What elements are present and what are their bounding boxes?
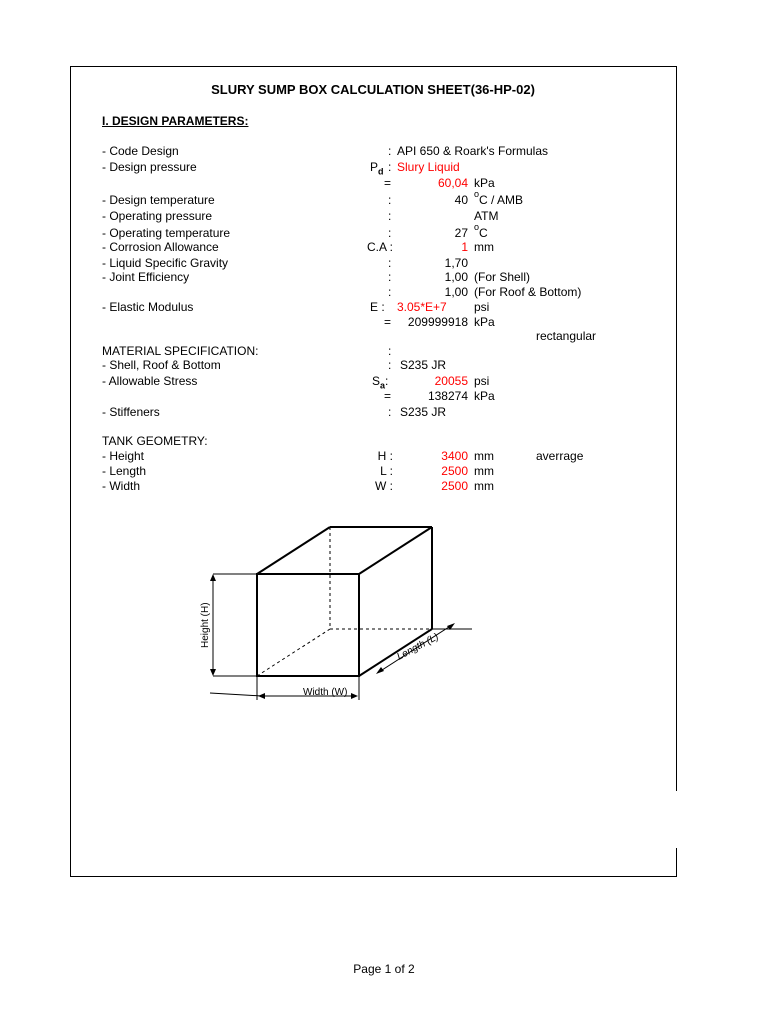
equals-sign: = [384,315,392,329]
material-specification-heading: MATERIAL SPECIFICATION: [102,344,259,358]
elastic-modulus-unit-kpa: kPa [474,315,495,329]
colon: : [388,209,392,223]
joint-efficiency-shell-note: (For Shell) [474,270,531,284]
shell-material-value: S235 JR [400,358,447,372]
length-symbol: L : [380,464,393,478]
colon: : [388,270,392,284]
design-pressure-symbol: $P_d$ [370,160,384,177]
border-right-upper [676,66,677,791]
colon: : [388,256,392,270]
length-unit: mm [474,464,494,478]
box-front-face [257,574,359,676]
code-design-label: - Code Design [102,144,179,158]
design-pressure-unit: kPa [474,176,495,190]
allowable-stress-number-kpa: 138274 [427,389,468,403]
width-unit: mm [474,479,494,493]
calculation-sheet [70,66,676,876]
design-temperature-label: - Design temperature [102,193,215,207]
design-temperature-number: 40 [454,193,468,207]
height-unit: mm [474,449,494,463]
design-pressure-number: 60,04 [437,176,468,190]
corrosion-allowance-symbol: C.A : [366,240,393,254]
shell-material-label: - Shell, Roof & Bottom [102,358,221,372]
design-pressure-value: Slury Liquid [397,160,460,174]
border-top [70,66,676,67]
sheet-title: SLURY SUMP BOX CALCULATION SHEET(36-HP-02) [211,82,535,97]
allowable-stress-unit: psi [474,374,490,388]
corrosion-allowance-number: 1 [461,240,468,254]
specific-gravity-label: - Liquid Specific Gravity [102,256,229,270]
elastic-modulus-number: 209999918 [407,315,468,329]
allowable-stress-number: 20055 [434,374,468,388]
box-hidden-diagonal-edge [257,629,330,676]
tank-geometry-heading: TANK GEOMETRY: [102,434,208,448]
allowable-stress-symbol: $S_a$: [372,374,389,391]
design-pressure-label: - Design pressure [102,160,197,174]
width-arrow-right [351,693,358,699]
colon: : [388,226,392,240]
page-number: Page 1 of 2 [353,962,415,976]
elastic-modulus-unit: psi [474,300,490,314]
width-label: - Width [102,479,141,493]
operating-temperature-label: - Operating temperature [102,226,231,240]
box-top-left-edge [257,527,330,574]
allowable-stress-unit-kpa: kPa [474,389,495,403]
height-dimension-label: Height (H) [200,602,211,648]
design-temperature-unit: $^o$C / AMB [474,189,524,207]
operating-temperature-number: 27 [454,226,468,240]
specific-gravity-number: 1,70 [444,256,468,270]
colon: : [388,160,392,174]
colon: : [388,344,392,358]
joint-efficiency-roof-number: 1,00 [444,285,468,299]
stiffeners-label: - Stiffeners [102,405,160,419]
colon: : [388,144,392,158]
border-right-lower [676,848,677,877]
height-label: - Height [102,449,145,463]
corrosion-allowance-label: - Corrosion Allowance [102,240,219,254]
allowable-stress-label: - Allowable Stress [102,374,198,388]
operating-temperature-unit: $^o$C [474,222,488,240]
length-label: - Length [102,464,147,478]
corrosion-allowance-unit: mm [474,240,494,254]
tank-box-diagram [180,526,500,716]
joint-efficiency-shell-number: 1,00 [444,270,468,284]
joint-efficiency-roof-note: (For Roof & Bottom) [474,285,582,299]
code-design-value: API 650 & Roark's Formulas [397,144,549,158]
section-design-parameters: I. DESIGN PARAMETERS: [102,114,249,128]
elastic-modulus-label: - Elastic Modulus [102,300,194,314]
stiffeners-value: S235 JR [400,405,447,419]
height-number: 3400 [441,449,468,463]
border-bottom [70,876,676,877]
width-number: 2500 [441,479,468,493]
operating-pressure-label: - Operating pressure [102,209,213,223]
colon: : [388,285,392,299]
equals-sign: = [384,389,392,403]
box-top-right-edge [359,527,432,574]
length-number: 2500 [441,464,468,478]
length-dimension-label: Length (L) [395,631,441,663]
length-arrow-left [376,667,384,674]
elastic-modulus-value: 3.05*E+7 [397,300,447,314]
height-note: averrage [536,449,584,463]
height-symbol: H : [377,449,393,463]
colon: : [388,405,392,419]
width-leader-line [210,693,262,696]
equals-sign: = [384,176,392,190]
width-dimension-label: Width (W) [303,687,348,698]
shape-note: rectangular [536,329,597,343]
height-arrow-top [210,574,216,581]
border-left [70,66,71,876]
elastic-modulus-symbol: E : [370,300,385,314]
operating-pressure-unit: ATM [474,209,499,223]
colon: : [388,358,392,372]
width-arrow-left [258,693,265,699]
width-symbol: W : [375,479,393,493]
joint-efficiency-label: - Joint Efficiency [102,270,190,284]
height-arrow-bottom [210,669,216,676]
colon: : [388,193,392,207]
